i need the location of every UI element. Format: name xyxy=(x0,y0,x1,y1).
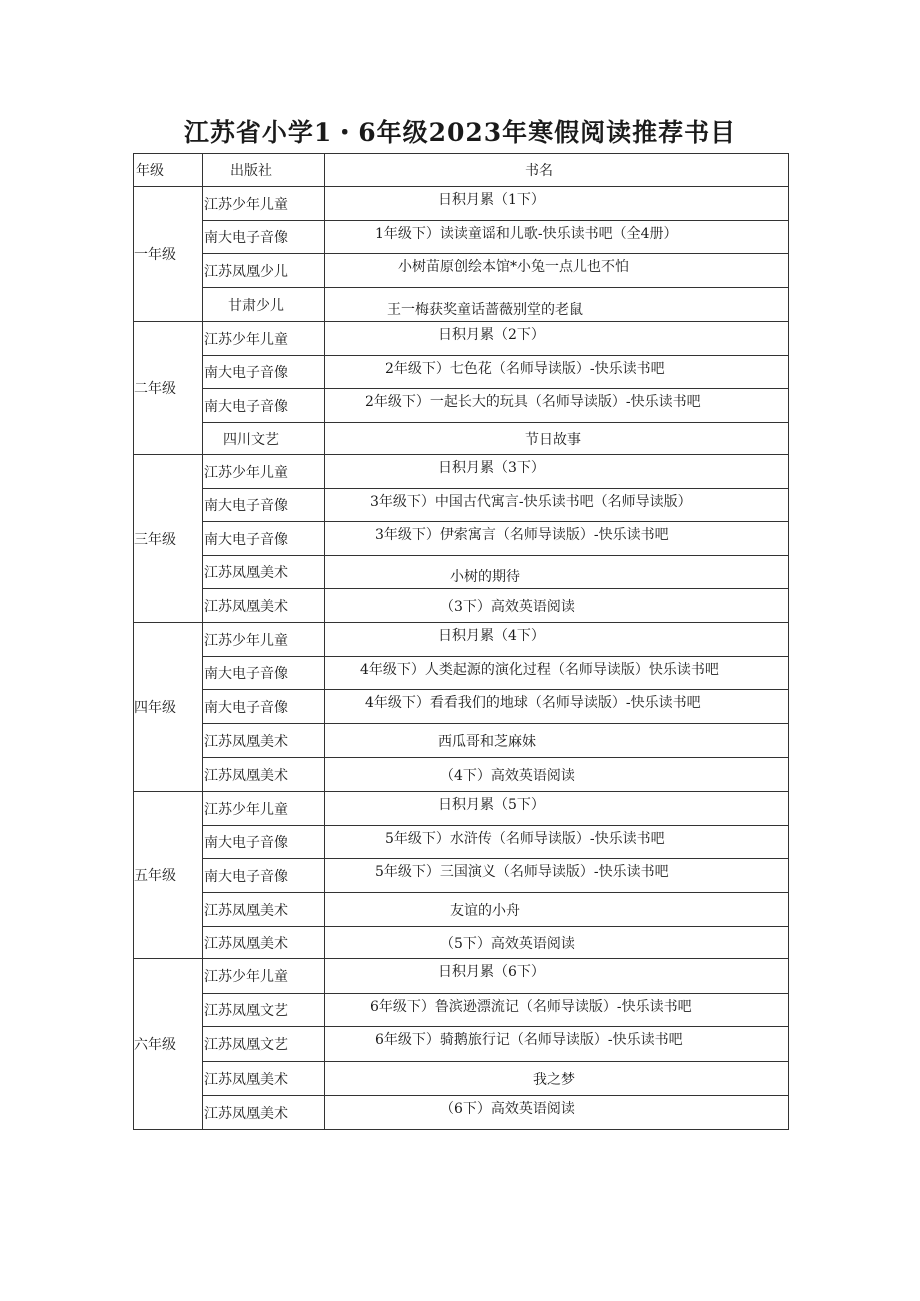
book-cell xyxy=(325,623,789,657)
book-title: 3年级下）伊索寓言（名师导读版）-快乐读书吧 xyxy=(375,527,669,543)
book-title: （6下）高效英语阅读 xyxy=(440,1101,575,1117)
table-row xyxy=(134,556,789,589)
publisher-cell: 南大电子音像 xyxy=(203,522,325,556)
table-row xyxy=(134,389,789,423)
grade-cell: 二年级 xyxy=(134,322,203,455)
table-row xyxy=(134,690,789,724)
header-publisher: 出版社 xyxy=(203,154,325,187)
book-title: 日积月累（4下） xyxy=(438,628,545,644)
book-title: 3年级下）中国古代寓言-快乐读书吧（名师导读版） xyxy=(370,494,692,510)
table-row xyxy=(134,254,789,288)
book-cell xyxy=(325,556,789,589)
publisher-cell: 江苏凤凰文艺 xyxy=(203,994,325,1027)
book-cell xyxy=(325,994,789,1027)
publisher-cell: 江苏凤凰美术 xyxy=(203,724,325,758)
table-row xyxy=(134,187,789,221)
book-title: 小树的期待 xyxy=(450,569,520,585)
publisher-cell: 江苏少年儿童 xyxy=(203,623,325,657)
book-cell xyxy=(325,657,789,690)
publisher-cell: 江苏凤凰美术 xyxy=(203,556,325,589)
book-title: 5年级下）水浒传（名师导读版）-快乐读书吧 xyxy=(385,831,665,847)
book-title: 5年级下）三国演义（名师导读版）-快乐读书吧 xyxy=(375,864,669,880)
publisher-cell: 南大电子音像 xyxy=(203,657,325,690)
book-cell xyxy=(325,1027,789,1062)
book-cell xyxy=(325,187,789,221)
book-title: （5下）高效英语阅读 xyxy=(440,935,575,952)
book-title: 日积月累（5下） xyxy=(438,797,545,813)
header-book: 书名 xyxy=(325,154,789,187)
publisher-cell: 四川文艺 xyxy=(203,423,325,455)
publisher-cell: 南大电子音像 xyxy=(203,389,325,423)
table-row xyxy=(134,792,789,826)
publisher-cell: 南大电子音像 xyxy=(203,356,325,389)
table-body xyxy=(134,187,789,1130)
book-cell xyxy=(325,389,789,423)
grade-cell: 六年级 xyxy=(134,959,203,1130)
header-grade: 年级 xyxy=(134,154,203,187)
table-row xyxy=(134,959,789,994)
table-row xyxy=(134,356,789,389)
book-cell xyxy=(325,893,789,927)
book-title: 日积月累（1下） xyxy=(438,192,545,208)
table-row xyxy=(134,859,789,893)
book-cell xyxy=(325,792,789,826)
publisher-cell: 江苏凤凰少儿 xyxy=(203,254,325,288)
book-cell xyxy=(325,423,789,455)
publisher-cell: 江苏凤凰美术 xyxy=(203,927,325,959)
publisher-cell: 江苏少年儿童 xyxy=(203,322,325,356)
book-cell xyxy=(325,1096,789,1130)
table-row xyxy=(134,1027,789,1062)
book-title: 西瓜哥和芝麻妹 xyxy=(438,733,536,750)
table-row xyxy=(134,1062,789,1096)
page-title: 江苏省小学1・6年级2023年寒假阅读推荐书目 xyxy=(183,118,737,147)
book-cell xyxy=(325,927,789,959)
book-cell xyxy=(325,959,789,994)
table-row xyxy=(134,522,789,556)
table-header-row xyxy=(134,154,789,187)
book-cell xyxy=(325,455,789,489)
publisher-cell: 江苏凤凰美术 xyxy=(203,893,325,927)
book-cell xyxy=(325,589,789,623)
table-row xyxy=(134,927,789,959)
book-cell xyxy=(325,826,789,859)
grade-cell: 三年级 xyxy=(134,455,203,623)
publisher-cell: 南大电子音像 xyxy=(203,489,325,522)
book-cell xyxy=(325,489,789,522)
table-row xyxy=(134,288,789,322)
reading-list-table xyxy=(133,153,789,1130)
publisher-cell: 甘肃少儿 xyxy=(203,288,325,322)
book-cell xyxy=(325,522,789,556)
book-cell xyxy=(325,356,789,389)
book-title: 2年级下）七色花（名师导读版）-快乐读书吧 xyxy=(385,361,665,377)
book-cell xyxy=(325,221,789,254)
book-title: 日积月累（6下） xyxy=(438,964,545,980)
publisher-cell: 江苏凤凰美术 xyxy=(203,758,325,792)
publisher-cell: 江苏凤凰文艺 xyxy=(203,1027,325,1062)
publisher-cell: 南大电子音像 xyxy=(203,690,325,724)
grade-cell: 四年级 xyxy=(134,623,203,792)
publisher-cell: 南大电子音像 xyxy=(203,826,325,859)
book-title: （4下）高效英语阅读 xyxy=(440,767,575,784)
grade-cell: 一年级 xyxy=(134,187,203,322)
book-cell xyxy=(325,254,789,288)
book-title: 日积月累（2下） xyxy=(438,327,545,343)
publisher-cell: 江苏少年儿童 xyxy=(203,792,325,826)
table-row xyxy=(134,724,789,758)
publisher-cell: 江苏少年儿童 xyxy=(203,959,325,994)
publisher-cell: 江苏少年儿童 xyxy=(203,187,325,221)
publisher-cell: 南大电子音像 xyxy=(203,221,325,254)
book-cell xyxy=(325,322,789,356)
publisher-cell: 江苏凤凰美术 xyxy=(203,1062,325,1096)
book-title: 友谊的小舟 xyxy=(450,902,520,919)
book-title: 1年级下）读读童谣和儿歌-快乐读书吧（全4册） xyxy=(375,226,678,242)
table-row xyxy=(134,1096,789,1130)
book-cell xyxy=(325,859,789,893)
table-row xyxy=(134,826,789,859)
table-row xyxy=(134,893,789,927)
table-row xyxy=(134,589,789,623)
publisher-cell: 南大电子音像 xyxy=(203,859,325,893)
book-title: 王一梅获奖童话蔷薇别堂的老鼠 xyxy=(387,302,583,318)
grade-cell: 五年级 xyxy=(134,792,203,959)
publisher-cell: 江苏凤凰美术 xyxy=(203,589,325,623)
table-row xyxy=(134,489,789,522)
table-row xyxy=(134,455,789,489)
publisher-cell: 江苏少年儿童 xyxy=(203,455,325,489)
table-row xyxy=(134,657,789,690)
table-row xyxy=(134,221,789,254)
book-title: （3下）高效英语阅读 xyxy=(440,598,575,615)
book-title: 2年级下）一起长大的玩具（名师导读版）-快乐读书吧 xyxy=(365,394,701,410)
table-row xyxy=(134,322,789,356)
table-row xyxy=(134,758,789,792)
book-title: 小树苗原创绘本馆*小兔一点儿也不怕 xyxy=(398,259,629,275)
book-cell xyxy=(325,288,789,322)
book-title: 4年级下）人类起源的演化过程（名师导读版）快乐读书吧 xyxy=(360,662,719,678)
publisher-cell: 江苏凤凰美术 xyxy=(203,1096,325,1130)
book-cell xyxy=(325,724,789,758)
book-title: 6年级下）骑鹅旅行记（名师导读版）-快乐读书吧 xyxy=(375,1032,683,1048)
table-row xyxy=(134,994,789,1027)
book-cell xyxy=(325,758,789,792)
book-title: 我之梦 xyxy=(533,1071,575,1088)
table-row xyxy=(134,423,789,455)
book-title: 节日故事 xyxy=(525,431,581,448)
book-title: 6年级下）鲁滨逊漂流记（名师导读版）-快乐读书吧 xyxy=(370,999,692,1015)
table-row xyxy=(134,623,789,657)
book-cell xyxy=(325,690,789,724)
book-title: 4年级下）看看我们的地球（名师导读版）-快乐读书吧 xyxy=(365,695,701,711)
book-title: 日积月累（3下） xyxy=(438,460,545,476)
book-cell xyxy=(325,1062,789,1096)
